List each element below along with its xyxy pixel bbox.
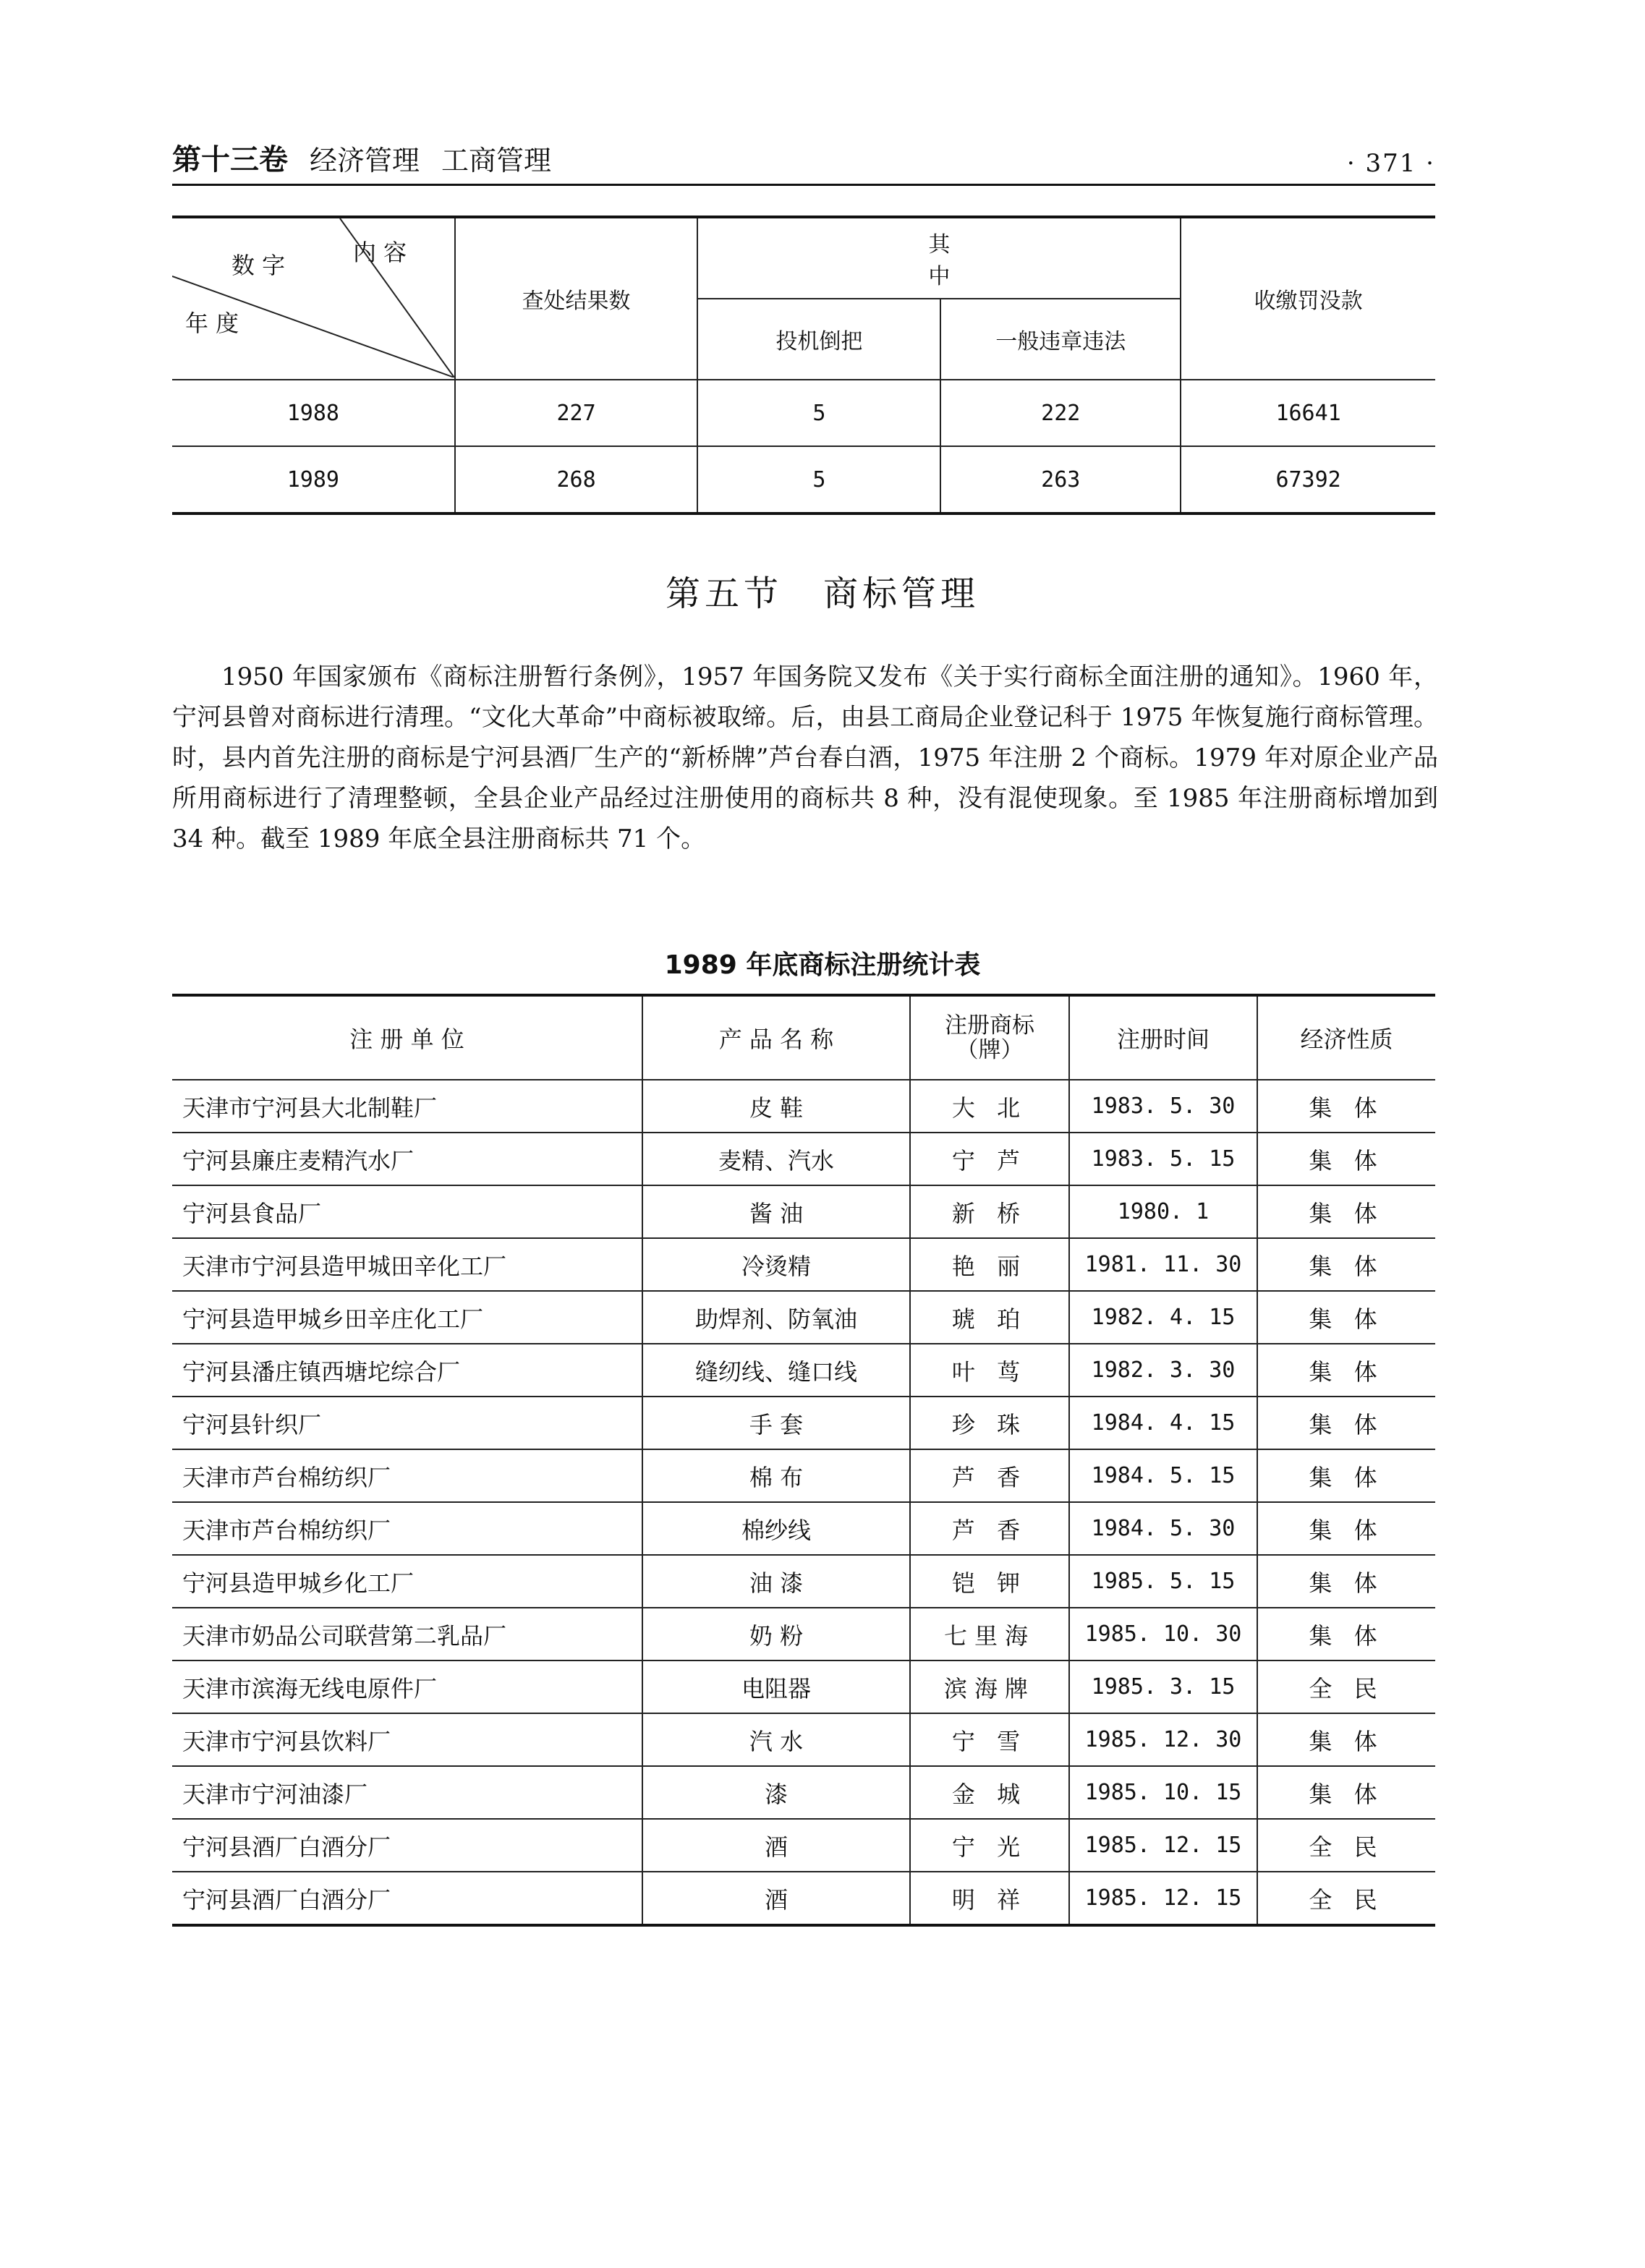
cell-fine: 67392 xyxy=(1181,446,1435,513)
table-row xyxy=(172,380,1435,446)
cell-product: 皮 鞋 xyxy=(642,1080,910,1133)
cell-date: 1981. 11. 30 xyxy=(1069,1238,1257,1291)
cell-unit: 宁河县食品厂 xyxy=(172,1185,642,1238)
cell-date: 1985. 12. 30 xyxy=(1069,1713,1257,1766)
section-label: 工商管理 xyxy=(441,145,552,176)
cell-date: 1982. 3. 30 xyxy=(1069,1344,1257,1397)
page-header xyxy=(172,127,1435,178)
cell-nature: 集 体 xyxy=(1257,1397,1435,1449)
header-product: 产 品 名 称 xyxy=(642,995,910,1080)
table-row xyxy=(172,1397,1435,1449)
diag-label-number: 数 字 xyxy=(231,252,286,279)
body-paragraph xyxy=(172,657,1438,859)
cell-product: 手 套 xyxy=(642,1397,910,1449)
cell-product: 电阻器 xyxy=(642,1660,910,1713)
cell-date: 1985. 12. 15 xyxy=(1069,1819,1257,1872)
table-row xyxy=(172,1080,1435,1133)
cell-unit: 宁河县造甲城乡田辛庄化工厂 xyxy=(172,1291,642,1344)
cell-nature: 集 体 xyxy=(1257,1080,1435,1133)
cell-unit: 宁河县廉庄麦精汽水厂 xyxy=(172,1133,642,1185)
trademark-table xyxy=(172,994,1435,1927)
cell-brand: 宁 雪 xyxy=(910,1713,1069,1766)
cell-unit: 天津市宁河县饮料厂 xyxy=(172,1713,642,1766)
section-heading xyxy=(0,566,1645,615)
table-row xyxy=(172,1819,1435,1872)
page-number: · 371 · xyxy=(1346,149,1435,178)
cell-date: 1982. 4. 15 xyxy=(1069,1291,1257,1344)
cell-date: 1985. 3. 15 xyxy=(1069,1660,1257,1713)
cell-date: 1984. 4. 15 xyxy=(1069,1397,1257,1449)
cell-nature: 集 体 xyxy=(1257,1608,1435,1660)
cell-product: 棉 布 xyxy=(642,1449,910,1502)
cell-unit: 天津市芦台棉纺织厂 xyxy=(172,1449,642,1502)
cell-nature: 集 体 xyxy=(1257,1555,1435,1608)
table-row xyxy=(172,1872,1435,1925)
cell-brand: 宁 芦 xyxy=(910,1133,1069,1185)
header-nature: 经济性质 xyxy=(1257,995,1435,1080)
cell-brand: 滨海牌 xyxy=(910,1660,1069,1713)
cell-product: 棉纱线 xyxy=(642,1502,910,1555)
header-rule xyxy=(172,184,1435,186)
cell-product: 奶 粉 xyxy=(642,1608,910,1660)
cell-date: 1980. 1 xyxy=(1069,1185,1257,1238)
cell-fine: 16641 xyxy=(1181,380,1435,446)
cell-unit: 天津市芦台棉纺织厂 xyxy=(172,1502,642,1555)
cell-unit: 宁河县潘庄镇西塘坨综合厂 xyxy=(172,1344,642,1397)
cell-unit: 宁河县酒厂白酒分厂 xyxy=(172,1872,642,1925)
header-left xyxy=(172,137,551,178)
cell-nature: 全 民 xyxy=(1257,1819,1435,1872)
cell-date: 1983. 5. 30 xyxy=(1069,1080,1257,1133)
cell-unit: 宁河县针织厂 xyxy=(172,1397,642,1449)
diag-label-content: 内 容 xyxy=(353,239,407,266)
paragraph-text: 1950 年国家颁布《商标注册暂行条例》，1957 年国务院又发布《关于实行商标全面注册的通知》。1960 年，宁河县曾对商标进行清理。“文化大革命”中商标被取缔。后，由县工商局企业登记科于 1975 年恢复施行商标管理。时，县内首先注册的商标是宁河县酒厂生产的“新桥牌”芦台春白酒，1975 年注册 2 个商标。1979 年对原企业产品所用商标进行了清理整顿，全县企业产品经过注册使用的商标共 8 种，没有混使现象。至 1985 年注册商标增加到 34 种。截至 1989 年底全县注册商标共 71 个。 xyxy=(172,662,1438,853)
header-speculation: 投机倒把 xyxy=(697,299,940,380)
table-row xyxy=(172,1713,1435,1766)
cell-year: 1989 xyxy=(172,446,455,513)
cell-nature: 集 体 xyxy=(1257,1185,1435,1238)
cell-total: 227 xyxy=(455,380,698,446)
cell-speculation: 5 xyxy=(697,380,940,446)
chapter-label: 经济管理 xyxy=(310,145,420,176)
cell-product: 漆 xyxy=(642,1766,910,1819)
cell-nature: 集 体 xyxy=(1257,1449,1435,1502)
cell-unit: 天津市宁河县大北制鞋厂 xyxy=(172,1080,642,1133)
cell-brand: 叶 茑 xyxy=(910,1344,1069,1397)
header-total: 查处结果数 xyxy=(455,217,698,380)
diagonal-lines xyxy=(172,218,454,378)
table-row xyxy=(172,446,1435,513)
header-date: 注册时间 xyxy=(1069,995,1257,1080)
cell-date: 1985. 10. 15 xyxy=(1069,1766,1257,1819)
cell-product: 油 漆 xyxy=(642,1555,910,1608)
cell-nature: 全 民 xyxy=(1257,1872,1435,1925)
section-title: 商标管理 xyxy=(823,574,980,614)
table-row xyxy=(172,1608,1435,1660)
cell-nature: 集 体 xyxy=(1257,1344,1435,1397)
diagonal-header-cell xyxy=(172,217,455,380)
cell-general: 222 xyxy=(940,380,1181,446)
table-row xyxy=(172,1238,1435,1291)
table-row xyxy=(172,1449,1435,1502)
cell-speculation: 5 xyxy=(697,446,940,513)
cell-product: 麦精、汽水 xyxy=(642,1133,910,1185)
cell-nature: 集 体 xyxy=(1257,1291,1435,1344)
cell-product: 汽 水 xyxy=(642,1713,910,1766)
cell-date: 1984. 5. 15 xyxy=(1069,1449,1257,1502)
cell-brand: 新 桥 xyxy=(910,1185,1069,1238)
header-brand: 注册商标（牌） xyxy=(910,995,1069,1080)
cell-nature: 集 体 xyxy=(1257,1713,1435,1766)
header-fine: 收缴罚没款 xyxy=(1181,217,1435,380)
cell-brand: 七里海 xyxy=(910,1608,1069,1660)
cell-year: 1988 xyxy=(172,380,455,446)
header-unit: 注 册 单 位 xyxy=(172,995,642,1080)
cell-nature: 集 体 xyxy=(1257,1502,1435,1555)
cell-date: 1985. 10. 30 xyxy=(1069,1608,1257,1660)
cell-brand: 珍 珠 xyxy=(910,1397,1069,1449)
volume-label: 第十三卷 xyxy=(172,143,288,176)
cell-unit: 宁河县酒厂白酒分厂 xyxy=(172,1819,642,1872)
cell-product: 助焊剂、防氧油 xyxy=(642,1291,910,1344)
cell-product: 酒 xyxy=(642,1872,910,1925)
header-group: 其 中 xyxy=(697,217,1181,299)
cell-nature: 集 体 xyxy=(1257,1133,1435,1185)
table-row xyxy=(172,1660,1435,1713)
cell-product: 酒 xyxy=(642,1819,910,1872)
cell-brand: 金 城 xyxy=(910,1766,1069,1819)
cell-date: 1985. 5. 15 xyxy=(1069,1555,1257,1608)
table-row xyxy=(172,1133,1435,1185)
table-row xyxy=(172,1555,1435,1608)
cell-product: 冷烫精 xyxy=(642,1238,910,1291)
cell-brand: 琥 珀 xyxy=(910,1291,1069,1344)
diag-label-year: 年 度 xyxy=(185,310,239,337)
cell-total: 268 xyxy=(455,446,698,513)
cell-brand: 明 祥 xyxy=(910,1872,1069,1925)
cell-nature: 全 民 xyxy=(1257,1660,1435,1713)
table-row xyxy=(172,1502,1435,1555)
cell-product: 酱 油 xyxy=(642,1185,910,1238)
cell-date: 1984. 5. 30 xyxy=(1069,1502,1257,1555)
cell-date: 1985. 12. 15 xyxy=(1069,1872,1257,1925)
table-row xyxy=(172,1344,1435,1397)
cell-brand: 芦 香 xyxy=(910,1449,1069,1502)
cell-unit: 天津市滨海无线电原件厂 xyxy=(172,1660,642,1713)
cell-brand: 铠 钾 xyxy=(910,1555,1069,1608)
section-number: 第五节 xyxy=(665,574,783,614)
cell-nature: 集 体 xyxy=(1257,1238,1435,1291)
cell-unit: 天津市宁河油漆厂 xyxy=(172,1766,642,1819)
cell-unit: 天津市宁河县造甲城田辛化工厂 xyxy=(172,1238,642,1291)
cell-brand: 大 北 xyxy=(910,1080,1069,1133)
cell-product: 缝纫线、缝口线 xyxy=(642,1344,910,1397)
cell-brand: 艳 丽 xyxy=(910,1238,1069,1291)
cell-brand: 宁 光 xyxy=(910,1819,1069,1872)
table-header-row xyxy=(172,995,1435,1080)
cell-general: 263 xyxy=(940,446,1181,513)
cell-date: 1983. 5. 15 xyxy=(1069,1133,1257,1185)
table-row xyxy=(172,1291,1435,1344)
enforcement-table xyxy=(172,216,1435,515)
cell-nature: 集 体 xyxy=(1257,1766,1435,1819)
table-row xyxy=(172,1185,1435,1238)
table-row xyxy=(172,1766,1435,1819)
header-general: 一般违章违法 xyxy=(940,299,1181,380)
cell-unit: 天津市奶品公司联营第二乳品厂 xyxy=(172,1608,642,1660)
cell-unit: 宁河县造甲城乡化工厂 xyxy=(172,1555,642,1608)
cell-brand: 芦 香 xyxy=(910,1502,1069,1555)
table-caption: 1989 年底商标注册统计表 xyxy=(664,950,981,980)
